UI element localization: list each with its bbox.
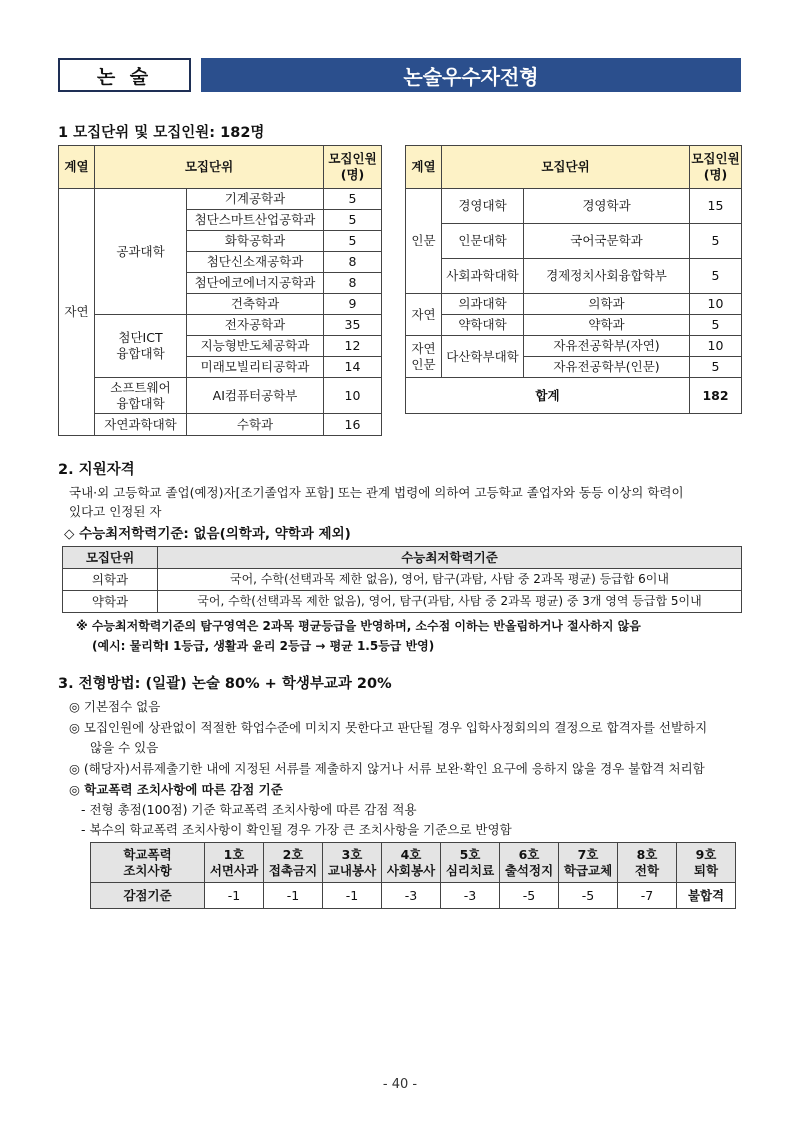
dept-cell: 첨단스마트산업공학과 — [187, 210, 324, 231]
count-cell: 5 — [690, 259, 742, 294]
track-cell: 자연 인문 — [406, 336, 442, 378]
count-cell: 10 — [324, 378, 382, 414]
method-item: ◎ (해당자)서류제출기한 내에 지정된 서류를 제출하지 않거나 서류 보완·확인 요구에 응하지 않을 경우 불합격 처리함 — [69, 761, 705, 776]
deduction-value: -7 — [618, 883, 677, 909]
violence-level: 1호 서면사과 — [205, 843, 264, 883]
method-item: ◎ 학교폭력 조치사항에 따른 감점 기준 — [69, 782, 283, 797]
csat-table — [62, 546, 742, 613]
violence-row-label: 감점기준 — [91, 883, 205, 909]
csat-note-2: (예시: 물리학Ⅰ 1등급, 생활과 윤리 2등급 → 평균 1.5등급 반영) — [92, 639, 435, 653]
left-unit-table — [58, 145, 382, 436]
header-title-bar — [201, 58, 741, 92]
violence-table — [90, 842, 736, 909]
method-item: ◎ 모집인원에 상관없이 적절한 학업수준에 미치지 못한다고 판단될 경우 입학사정회의의 결정으로 합격자를 선발하지 — [69, 720, 708, 735]
table-row-value: 국어, 수학(선택과목 제한 없음), 영어, 탐구(과탐, 사탐 중 2과목 평균) 등급합 6이내 — [158, 569, 742, 591]
track-cell: 인문 — [406, 189, 442, 294]
count-cell: 5 — [690, 224, 742, 259]
dept-cell: AI컴퓨터공학부 — [187, 378, 324, 414]
college-cell: 사회과학대학 — [442, 259, 524, 294]
dept-cell: 화학공학과 — [187, 231, 324, 252]
count-cell: 14 — [324, 357, 382, 378]
violence-level: 5호 심리치료 — [441, 843, 500, 883]
count-cell: 9 — [324, 294, 382, 315]
dept-cell: 지능형반도체공학과 — [187, 336, 324, 357]
deduction-value: -3 — [382, 883, 441, 909]
count-cell: 8 — [324, 252, 382, 273]
right-unit-table — [405, 145, 742, 414]
col-header: 모집인원 (명) — [690, 146, 742, 189]
dept-cell: 국어국문학과 — [524, 224, 690, 259]
dept-cell: 자유전공학부(자연) — [524, 336, 690, 357]
header-tag-box — [58, 58, 191, 92]
section-3-title: 3. 전형방법: (일괄) 논술 80% + 학생부교과 20% — [58, 676, 392, 692]
col-header: 모집단위 — [442, 146, 690, 189]
total-count: 182 — [690, 378, 742, 414]
table-row-value: 국어, 수학(선택과목 제한 없음), 영어, 탐구(과탐, 사탐 중 2과목 평균) 중 3개 영역 등급합 5이내 — [158, 591, 742, 613]
col-header: 계열 — [406, 146, 442, 189]
violence-level: 6호 출석정지 — [500, 843, 559, 883]
violence-head-label: 학교폭력 조치사항 — [91, 843, 205, 883]
dept-cell: 약학과 — [524, 315, 690, 336]
table-row-label: 의학과 — [63, 569, 158, 591]
dept-cell: 첨단에코에너지공학과 — [187, 273, 324, 294]
count-cell: 5 — [324, 189, 382, 210]
college-cell: 약학대학 — [442, 315, 524, 336]
college-cell: 공과대학 — [95, 189, 187, 315]
count-cell: 5 — [690, 315, 742, 336]
dept-cell: 자유전공학부(인문) — [524, 357, 690, 378]
section-1-title: 1 모집단위 및 모집인원: 182명 — [58, 125, 265, 141]
count-cell: 10 — [690, 294, 742, 315]
dept-cell: 경영학과 — [524, 189, 690, 224]
method-subitem: - 복수의 학교폭력 조치사항이 확인될 경우 가장 큰 조치사항을 기준으로 반영함 — [81, 822, 512, 837]
page-title: 논술우수자전형 — [403, 64, 539, 89]
track-cell: 자연 — [59, 189, 95, 436]
method-item: 않을 수 있음 — [90, 740, 159, 755]
deduction-value: -1 — [323, 883, 382, 909]
count-cell: 35 — [324, 315, 382, 336]
eligibility-text-1: 국내·외 고등학교 졸업(예정)자[조기졸업자 포함] 또는 관계 법령에 의하여 고등학교 졸업자와 동등 이상의 학력이 — [69, 485, 684, 500]
section-2-title: 2. 지원자격 — [58, 462, 135, 478]
dept-cell: 미래모빌리티공학과 — [187, 357, 324, 378]
count-cell: 15 — [690, 189, 742, 224]
method-item: ◎ 기본점수 없음 — [69, 699, 161, 714]
deduction-value: 불합격 — [677, 883, 736, 909]
violence-level: 9호 퇴학 — [677, 843, 736, 883]
deduction-value: -5 — [500, 883, 559, 909]
college-cell: 자연과학대학 — [95, 414, 187, 436]
college-cell: 첨단ICT 융합대학 — [95, 315, 187, 378]
page-number: - 40 - — [382, 1077, 418, 1092]
count-cell: 10 — [690, 336, 742, 357]
csat-subtitle: ◇ 수능최저학력기준: 없음(의학과, 약학과 제외) — [64, 526, 351, 542]
dept-cell: 수학과 — [187, 414, 324, 436]
violence-level: 8호 전학 — [618, 843, 677, 883]
dept-cell: 전자공학과 — [187, 315, 324, 336]
college-cell: 의과대학 — [442, 294, 524, 315]
col-header: 모집단위 — [63, 547, 158, 569]
college-cell: 다산학부대학 — [442, 336, 524, 378]
dept-cell: 첨단신소재공학과 — [187, 252, 324, 273]
header-tag: 논 술 — [96, 65, 153, 88]
deduction-value: -3 — [441, 883, 500, 909]
count-cell: 16 — [324, 414, 382, 436]
count-cell: 5 — [690, 357, 742, 378]
college-cell: 인문대학 — [442, 224, 524, 259]
table-row-label: 약학과 — [63, 591, 158, 613]
col-header: 모집인원 (명) — [324, 146, 382, 189]
count-cell: 8 — [324, 273, 382, 294]
deduction-value: -1 — [205, 883, 264, 909]
deduction-value: -5 — [559, 883, 618, 909]
col-header: 계열 — [59, 146, 95, 189]
count-cell: 5 — [324, 231, 382, 252]
count-cell: 12 — [324, 336, 382, 357]
csat-note-1: ※ 수능최저학력기준의 탐구영역은 2과목 평균등급을 반영하며, 소수점 이하는 반올림하거나 절사하지 않음 — [76, 619, 641, 633]
dept-cell: 기계공학과 — [187, 189, 324, 210]
violence-level: 3호 교내봉사 — [323, 843, 382, 883]
method-subitem: - 전형 총점(100점) 기준 학교폭력 조치사항에 따른 감점 적용 — [81, 802, 417, 817]
col-header: 모집단위 — [95, 146, 324, 189]
col-header: 수능최저학력기준 — [158, 547, 742, 569]
dept-cell: 경제정치사회융합학부 — [524, 259, 690, 294]
college-cell: 소프트웨어 융합대학 — [95, 378, 187, 414]
college-cell: 경영대학 — [442, 189, 524, 224]
track-cell: 자연 — [406, 294, 442, 336]
count-cell: 5 — [324, 210, 382, 231]
eligibility-text-2: 있다고 인정된 자 — [69, 504, 162, 519]
dept-cell: 건축학과 — [187, 294, 324, 315]
violence-level: 7호 학급교체 — [559, 843, 618, 883]
total-label: 합계 — [406, 378, 690, 414]
violence-level: 2호 접촉금지 — [264, 843, 323, 883]
dept-cell: 의학과 — [524, 294, 690, 315]
violence-level: 4호 사회봉사 — [382, 843, 441, 883]
deduction-value: -1 — [264, 883, 323, 909]
